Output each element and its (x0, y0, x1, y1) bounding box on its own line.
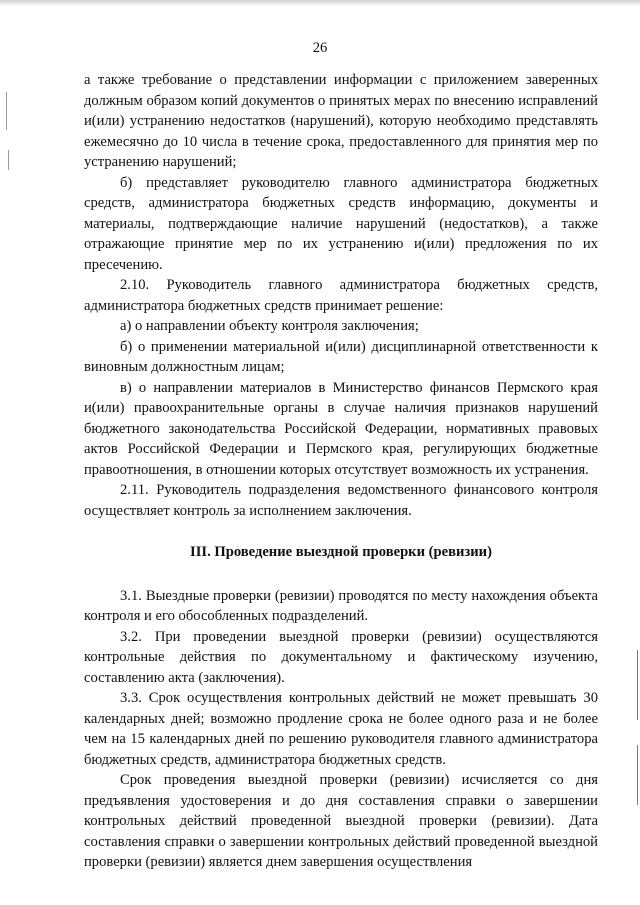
paragraph: а также требование о представлении информации с приложением заверенных должным образом копий документов о принятых мерах по внесению исправлений и(или) устранению недостатков (нарушений), которую необходимо представлять ежемесячно до 10 числа в течение срока, предоставленного для принятия мер по устранению нарушений; (84, 72, 598, 170)
paragraph: а) о направлении объекту контроля заключения; (120, 318, 419, 334)
paragraph: 3.3. Срок осуществления контрольных действий не может превышать 30 календарных дней; возможно продление срока не более одного раза и не более чем на 15 календарных дней по решению руководителя главного администратора бюджетных средств, администратора бюджетных средств. (84, 690, 598, 768)
paragraph: 2.11. Руководитель подразделения ведомственного финансового контроля осуществляет контроль за исполнением заключения. (84, 482, 598, 519)
scan-edge (0, 0, 640, 6)
paragraph: Срок проведения выездной проверки (ревизии) исчисляется со дня предъявления удостоверения и до дня составления справки о завершении контрольных действий проведенной выездной проверки (ревизии). Дата составления справки о завершении контрольных действий проведенной выездной проверки (ревизии) является днем завершения осуществления (84, 772, 598, 870)
paragraph: в) о направлении материалов в Министерство финансов Пермского края и(или) правоохранительные органы в случае наличия признаков нарушений бюджетного законодательства Российской Федерации, нормативных правовых актов Российской Федерации и Пермского края, регулирующих бюджетные правоотношения, в отношении которых отсутствует возможность их устранения. (84, 379, 598, 478)
paragraph: б) представляет руководителю главного администратора бюджетных средств, администратора бюджетных средств информацию, документы и материалы, подтверждающие наличие нарушений (недостатков), а также отражающие принятие мер по их устранению и(или) предложения по их пресечению. (84, 174, 598, 273)
scan-margin-mark (6, 92, 7, 130)
scan-margin-mark (637, 650, 638, 720)
document-body (84, 70, 598, 873)
paragraph-group (84, 70, 598, 521)
paragraph: 2.10. Руководитель главного администратора бюджетных средств, администратора бюджетных средств принимает решение: (84, 277, 598, 314)
page-number: 26 (312, 40, 328, 56)
paragraph: б) о применении материальной и(или) дисциплинарной ответственности к виновным должностным лицам; (84, 338, 598, 375)
section-heading: III. Проведение выездной проверки (ревизии) (190, 544, 492, 560)
paragraph-group (84, 586, 598, 873)
scan-margin-mark (8, 150, 9, 170)
paragraph: 3.2. При проведении выездной проверки (ревизии) осуществляются контрольные действия по документальному и фактическому изучению, составлению акта (заключения). (84, 628, 598, 686)
section-heading-wrap (84, 542, 598, 563)
paragraph: 3.1. Выездные проверки (ревизии) проводятся по месту нахождения объекта контроля и его обособленных подразделений. (84, 587, 598, 624)
scan-margin-mark (637, 745, 638, 805)
